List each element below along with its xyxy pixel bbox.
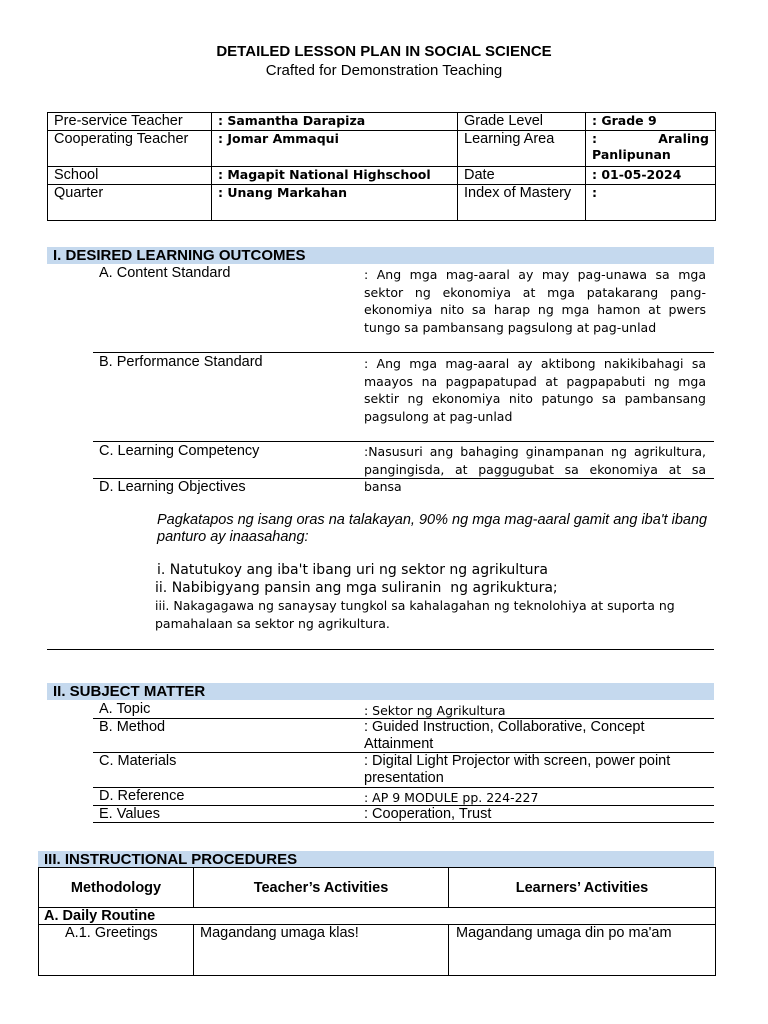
divider xyxy=(93,352,714,353)
objective-item xyxy=(155,597,685,633)
column-header-teacher: Teacher’s Activities xyxy=(194,868,449,908)
grade-label: Grade Level xyxy=(458,113,586,131)
content-standard-value: : Ang mga mag-aaral ay may pag-unawa sa mga sektor ng ekonomiya at mga patakarang pang-ekonomiya nito sa harap ng mga hamon at pwers tungo sa pambansang pagsulong at pag-unlad xyxy=(364,267,706,335)
cooperating-label: Cooperating Teacher xyxy=(48,131,212,167)
quarter-value: : Unang Markahan xyxy=(218,185,348,200)
preservice-label: Pre-service Teacher xyxy=(48,113,212,131)
objective-number: i. xyxy=(157,562,166,578)
topic-value: : Sektor ng Agrikultura xyxy=(364,703,506,718)
subject-heading: II. SUBJECT MATTER xyxy=(47,683,714,700)
greetings-teacher: Magandang umaga klas! xyxy=(194,925,449,976)
materials-value: : Digital Light Projector with screen, power point presentation xyxy=(364,753,671,786)
topic-label: A. Topic xyxy=(99,701,151,717)
preservice-value: : Samantha Darapiza xyxy=(218,113,366,128)
performance-standard-value: : Ang mga mag-aaral ay aktibong nakikibahagi sa maayos na pagpapatupad at pagpapabuti ng mga sektir ng ekonomiya nito patungo sa pambansang pagsulong at pag-unlad xyxy=(364,356,706,424)
objective-number: ii. xyxy=(155,580,168,596)
objective-text: Natutukoy ang iba't ibang uri ng sektor ng agrikultura xyxy=(169,562,548,578)
divider xyxy=(93,787,714,788)
daily-routine-label: A. Daily Routine xyxy=(39,908,716,925)
index-label: Index of Mastery xyxy=(458,185,586,221)
values-value: : Cooperation, Trust xyxy=(364,806,492,822)
method-label: B. Method xyxy=(99,719,166,735)
objective-number: iii. xyxy=(155,598,170,613)
outcomes-heading: I. DESIRED LEARNING OUTCOMES xyxy=(47,247,714,264)
competency-value: :Nasusuri ang bahaging ginampanan ng agrikultura, pangingisda, at paggugubat sa ekonomiya at sa bansa xyxy=(364,444,706,494)
document-title: DETAILED LESSON PLAN IN SOCIAL SCIENCE xyxy=(216,43,552,60)
objective-text: Nabibigyang pansin ang mga suliranin ng agrikuktura; xyxy=(171,580,558,596)
reference-label: D. Reference xyxy=(99,788,185,804)
objectives-label: D. Learning Objectives xyxy=(99,479,246,495)
reference-value: : AP 9 MODULE pp. 224-227 xyxy=(364,790,539,805)
school-value: : Magapit National Highschool xyxy=(218,167,431,182)
date-value: : 01-05-2024 xyxy=(592,167,682,182)
objective-item xyxy=(157,561,548,579)
greetings-learners: Magandang umaga din po ma'am xyxy=(449,925,716,976)
method-value: : Guided Instruction, Collaborative, Concept Attainment xyxy=(364,719,645,752)
objectives-intro: Pagkatapos ng isang oras na talakayan, 90% ng mga mag-aaral gamit ang iba't ibang panturo ay inaasahang: xyxy=(157,512,708,545)
procedures-table xyxy=(38,867,716,976)
values-label: E. Values xyxy=(99,806,160,822)
index-value: : xyxy=(592,185,597,200)
column-header-methodology: Methodology xyxy=(39,868,194,908)
performance-standard-label: B. Performance Standard xyxy=(99,354,263,370)
quarter-label: Quarter xyxy=(48,185,212,221)
divider xyxy=(93,441,714,442)
procedures-heading: III. INSTRUCTIONAL PROCEDURES xyxy=(38,851,714,868)
objective-item xyxy=(155,579,558,597)
area-value: : Araling Panlipunan xyxy=(592,131,709,162)
school-label: School xyxy=(48,167,212,185)
cooperating-value: : Jomar Ammaqui xyxy=(218,131,339,146)
content-standard-label: A. Content Standard xyxy=(99,265,231,281)
section-divider xyxy=(47,649,714,650)
divider xyxy=(93,822,714,823)
materials-label: C. Materials xyxy=(99,753,177,769)
teacher-info-table xyxy=(47,112,716,221)
document-subtitle: Crafted for Demonstration Teaching xyxy=(265,62,503,79)
competency-label: C. Learning Competency xyxy=(99,443,260,459)
area-label: Learning Area xyxy=(458,131,586,167)
column-header-learners: Learners’ Activities xyxy=(449,868,716,908)
greetings-label: A.1. Greetings xyxy=(39,925,194,976)
date-label: Date xyxy=(458,167,586,185)
grade-value: : Grade 9 xyxy=(592,113,657,128)
objective-text: Nakagagawa ng sanaysay tungkol sa kahalagahan ng teknolohiya at suporta ng pamahalaan sa sektor ng agrikultura. xyxy=(155,598,675,631)
